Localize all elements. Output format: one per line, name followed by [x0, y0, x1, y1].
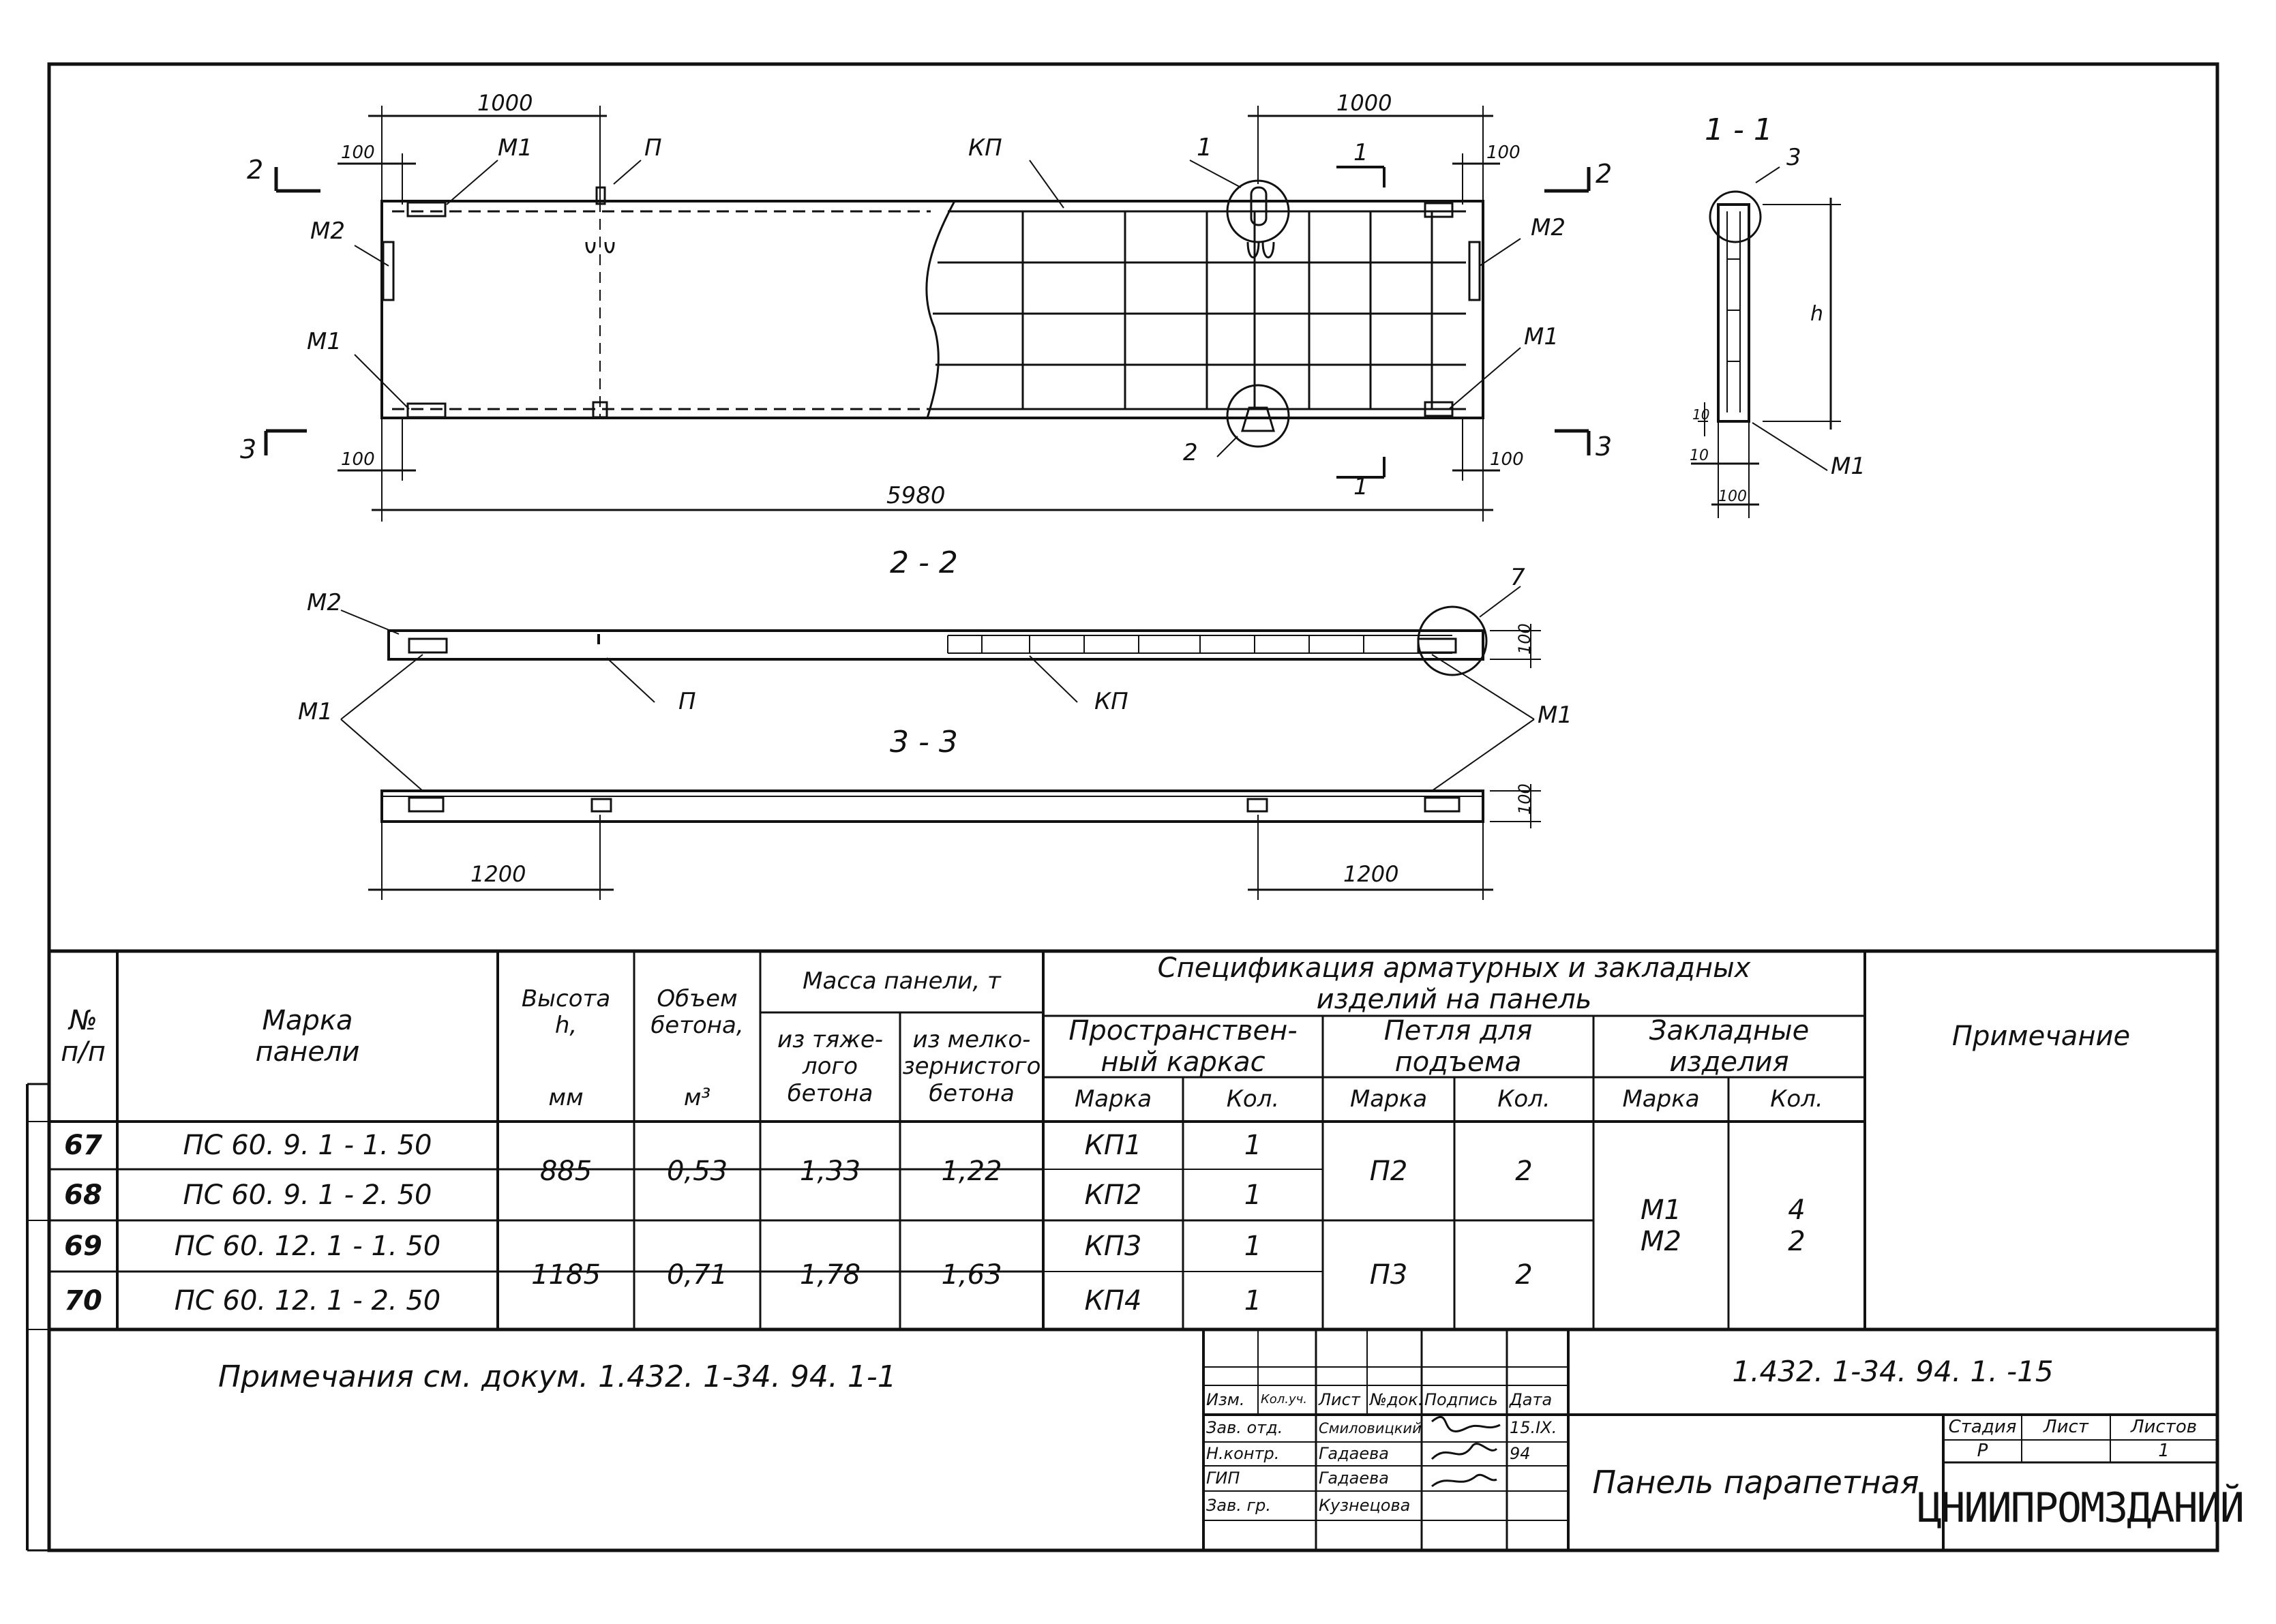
header-loop: Петля для подъема [1383, 1015, 1533, 1078]
label-m1-bottom-left: М1 [307, 328, 342, 355]
staff-date: 94 [1510, 1443, 1531, 1463]
header-embed-mark: Марка [1622, 1085, 1700, 1113]
cut-1-top: 1 [1353, 139, 1368, 166]
group-mass-heavy: 1,33 [799, 1155, 861, 1187]
section-1-1-labels [1690, 112, 1866, 505]
header-height-unit: мм [548, 1084, 584, 1112]
section-2-2 [341, 586, 1541, 791]
table-row-frame-qty: 1 [1244, 1130, 1262, 1161]
plan-view [266, 106, 1589, 522]
sheets-value: 1 [2158, 1440, 2170, 1461]
header-loop-mark: Марка [1349, 1085, 1428, 1113]
document-number: 1.432. 1-34. 94. 1. -15 [1732, 1355, 2054, 1389]
section-3-3-title: 3 - 3 [890, 725, 958, 760]
header-embed-qty: Кол. [1770, 1085, 1823, 1113]
header-mass-fine: из мелко- зернистого бетона [902, 1026, 1041, 1107]
section-1-1 [1691, 167, 1841, 518]
table-row-frame-mark: КП4 [1084, 1284, 1142, 1317]
header-mass-heavy: из тяже- лого бетона [777, 1026, 884, 1107]
dim-edge-tl: 100 [341, 142, 375, 163]
embed-marks: М1 М2 [1641, 1194, 1681, 1257]
table-row-number: 68 [64, 1179, 102, 1211]
section-1-1-dim-10-side: 10 [1690, 447, 1709, 464]
staff-role: Зав. отд. [1206, 1418, 1283, 1438]
header-frame-qty: Кол. [1226, 1085, 1280, 1113]
staff-name: Гадаева [1319, 1468, 1389, 1488]
table-row-frame-qty: 1 [1244, 1179, 1262, 1211]
staff-role: ГИП [1206, 1468, 1240, 1488]
section-2-2-p: П [678, 688, 696, 715]
label-loop-p: П [644, 134, 662, 162]
stamp-head-date: Дата [1510, 1389, 1553, 1409]
group-volume: 0,53 [666, 1155, 728, 1187]
stamp-head-signature: Подпись [1424, 1389, 1498, 1409]
cut-3-right: 3 [1596, 432, 1613, 462]
section-2-2-m2: М2 [307, 589, 342, 616]
dim-top-left: 1000 [477, 90, 533, 116]
document-title: Панель парапетная [1592, 1464, 1919, 1501]
section-2-2-labels [298, 545, 1572, 729]
header-volume: Объем бетона, [650, 984, 744, 1039]
dim-top-right: 1000 [1336, 90, 1392, 116]
staff-date: 15.IX. [1510, 1418, 1557, 1438]
table-row-mark: ПС 60. 9. 1 - 2. 50 [183, 1179, 432, 1211]
staff-name: Кузнецова [1319, 1495, 1411, 1515]
table-row-mark: ПС 60. 9. 1 - 1. 50 [183, 1130, 432, 1161]
table-row-number: 69 [64, 1230, 102, 1262]
dim-overall: 5980 [886, 482, 946, 509]
section-1-1-m1: М1 [1831, 453, 1866, 480]
table-row-mark: ПС 60. 12. 1 - 1. 50 [174, 1230, 441, 1262]
label-kp: КП [968, 134, 1002, 162]
dim-bottom-left: 1200 [470, 861, 526, 887]
group-loop-qty: 2 [1515, 1155, 1533, 1187]
group-loop-mark: П3 [1369, 1259, 1408, 1291]
sheet-label: Лист [2043, 1416, 2088, 1437]
header-frame-mark: Марка [1074, 1085, 1152, 1113]
table-row-frame-mark: КП2 [1084, 1179, 1142, 1211]
section-3-3-labels [470, 725, 1534, 887]
section-1-1-title: 1 - 1 [1705, 112, 1773, 147]
header-note: Примечание [1951, 1021, 2131, 1052]
cut-2-left: 2 [247, 155, 264, 185]
cut-2-right: 2 [1596, 159, 1613, 189]
stamp-head-change: Изм. [1206, 1389, 1245, 1409]
staff-role: Зав. гр. [1206, 1495, 1271, 1515]
staff-name: Гадаева [1319, 1443, 1389, 1463]
label-detail-1: 1 [1197, 134, 1212, 162]
header-specification: Спецификация арматурных и закладных изделий на панель [1157, 952, 1751, 1015]
group-mass-fine: 1,22 [941, 1155, 1002, 1187]
header-frame: Пространствен- ный каркас [1068, 1015, 1298, 1078]
group-height: 885 [539, 1155, 593, 1187]
table-row-mark: ПС 60. 12. 1 - 2. 50 [174, 1284, 441, 1317]
staff-role: Н.контр. [1206, 1443, 1280, 1463]
section-3-3-dim-100: 100 [1515, 783, 1534, 815]
section-2-2-m1-right: М1 [1538, 702, 1572, 729]
staff-name: Смиловицкий [1319, 1419, 1422, 1437]
dim-edge-br: 100 [1490, 449, 1524, 470]
label-m2-left: М2 [310, 217, 345, 245]
dim-edge-tr: 100 [1486, 142, 1521, 163]
notes-reference: Примечания см. докум. 1.432. 1-34. 94. 1-1 [218, 1359, 897, 1394]
table-row-frame-mark: КП3 [1084, 1230, 1142, 1262]
organization-name: ЦНИИПРОМЗДАНИЙ [1917, 1484, 2243, 1532]
stamp-head-doc: №док. [1370, 1389, 1424, 1409]
dim-bottom-right: 1200 [1343, 861, 1399, 887]
label-m2-right: М2 [1531, 214, 1566, 241]
sheet-value [2022, 1440, 2110, 1462]
header-panel-mark: Марка панели [255, 1005, 360, 1068]
table-row-frame-qty: 1 [1244, 1230, 1262, 1262]
header-number: № п/п [61, 1005, 106, 1068]
cut-1-bottom: 1 [1353, 473, 1368, 500]
stamp-head-sheet: Лист [1319, 1389, 1360, 1409]
sheets-label: Листов [2130, 1416, 2198, 1437]
group-mass-heavy: 1,78 [799, 1259, 861, 1291]
section-1-1-item-3: 3 [1786, 144, 1801, 171]
section-1-1-dim-10-bottom: 10 [1692, 406, 1710, 423]
table-row-frame-mark: КП1 [1084, 1130, 1142, 1161]
group-loop-qty: 2 [1515, 1259, 1533, 1291]
section-2-2-dim-100: 100 [1515, 623, 1534, 655]
header-volume-unit: м³ [683, 1084, 711, 1112]
group-loop-mark: П2 [1369, 1155, 1408, 1187]
group-mass-fine: 1,63 [941, 1259, 1002, 1291]
stage-label: Стадия [1948, 1416, 2017, 1437]
table-row-number: 70 [64, 1284, 102, 1317]
section-1-1-dim-100: 100 [1718, 488, 1747, 505]
staff-date [1507, 1466, 1568, 1491]
label-m1-right: М1 [1524, 323, 1559, 350]
stage-value: Р [1977, 1440, 1988, 1461]
section-2-2-item-7: 7 [1510, 564, 1525, 591]
header-loop-qty: Кол. [1497, 1085, 1551, 1113]
table-row-frame-qty: 1 [1244, 1284, 1262, 1317]
table-row-number: 67 [64, 1130, 102, 1161]
cut-3-left: 3 [240, 434, 257, 464]
section-2-2-kp: КП [1094, 688, 1128, 715]
header-embedded: Закладные изделия [1649, 1015, 1810, 1078]
group-volume: 0,71 [666, 1259, 728, 1291]
dim-edge-bl: 100 [341, 449, 375, 470]
header-mass: Масса панели, т [803, 967, 1001, 995]
header-height: Высота h, [521, 984, 611, 1039]
stamp-head-count: Кол.уч. [1261, 1392, 1308, 1407]
group-height: 1185 [531, 1259, 601, 1291]
label-detail-2: 2 [1183, 439, 1198, 466]
embed-qty: 4 2 [1788, 1194, 1806, 1257]
section-1-1-h: h [1810, 302, 1824, 326]
plan-view-labels [240, 90, 1612, 509]
section-2-2-m1-left: М1 [298, 698, 333, 725]
staff-date [1507, 1491, 1568, 1520]
label-m1-top-left: М1 [498, 134, 533, 162]
section-2-2-title: 2 - 2 [890, 545, 958, 580]
